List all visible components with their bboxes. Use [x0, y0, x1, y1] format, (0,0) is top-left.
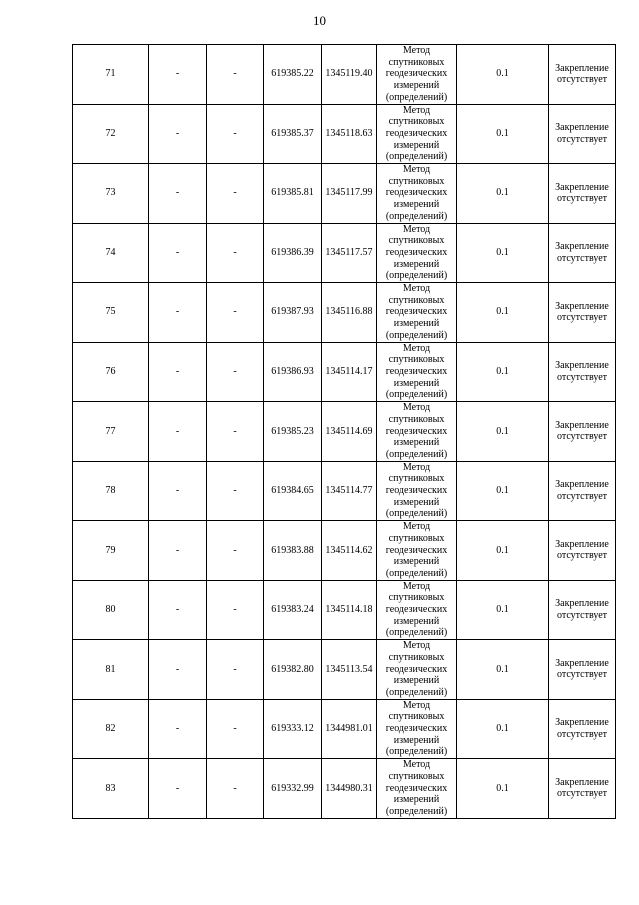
point-number-cell: 77	[73, 402, 149, 462]
method-line: спутниковых	[388, 592, 445, 604]
y-coordinate-cell: 1345113.54	[322, 640, 377, 700]
page-number: 10	[313, 13, 326, 28]
point-number-cell: 80	[73, 580, 149, 640]
method-line: геодезических	[385, 187, 448, 199]
method-line: спутниковых	[388, 473, 445, 485]
y-coordinate-cell: 1344980.31	[322, 759, 377, 819]
method-line: Метод	[402, 402, 431, 414]
method-line: спутниковых	[388, 56, 445, 68]
method-line: измерений	[393, 437, 440, 449]
accuracy-cell: 0.1	[457, 164, 549, 224]
column-2-cell: -	[149, 699, 207, 759]
method-line: Метод	[402, 283, 431, 295]
column-3-cell: -	[207, 640, 264, 700]
fixation-line: отсутствует	[556, 371, 608, 383]
point-number-cell: 81	[73, 640, 149, 700]
method-line: Метод	[402, 104, 431, 116]
accuracy-cell: 0.1	[457, 342, 549, 402]
point-number-cell: 79	[73, 521, 149, 581]
column-3-cell: -	[207, 521, 264, 581]
method-line: спутниковых	[388, 175, 445, 187]
y-coordinate-cell: 1345118.63	[322, 104, 377, 164]
method-line: (определений)	[385, 329, 448, 341]
fixation-line: отсутствует	[556, 133, 608, 145]
method-line: измерений	[393, 139, 440, 151]
column-3-cell: -	[207, 283, 264, 343]
method-line: (определений)	[385, 627, 448, 639]
method-line: спутниковых	[388, 235, 445, 247]
table-row	[73, 640, 616, 700]
fixation-line: Закрепление	[555, 360, 609, 372]
method-cell	[377, 759, 457, 819]
method-line: измерений	[393, 80, 440, 92]
accuracy-cell: 0.1	[457, 580, 549, 640]
method-cell	[377, 640, 457, 700]
table-row	[73, 104, 616, 164]
method-line: спутниковых	[388, 532, 445, 544]
method-line: (определений)	[385, 746, 448, 758]
column-3-cell: -	[207, 580, 264, 640]
column-2-cell: -	[149, 45, 207, 105]
method-line: измерений	[393, 496, 440, 508]
fixation-line: отсутствует	[556, 490, 608, 502]
method-line: (определений)	[385, 270, 448, 282]
method-line: геодезических	[385, 68, 448, 80]
method-cell	[377, 580, 457, 640]
table-row	[73, 461, 616, 521]
fixation-line: Закрепление	[555, 717, 609, 729]
method-line: (определений)	[385, 151, 448, 163]
table-row	[73, 699, 616, 759]
x-coordinate-cell: 619385.37	[264, 104, 322, 164]
fixation-line: Закрепление	[555, 122, 609, 134]
fixation-cell	[549, 699, 616, 759]
accuracy-cell: 0.1	[457, 640, 549, 700]
fixation-line: отсутствует	[556, 193, 608, 205]
point-number-cell: 78	[73, 461, 149, 521]
method-line: (определений)	[385, 91, 448, 103]
column-3-cell: -	[207, 461, 264, 521]
fixation-cell	[549, 580, 616, 640]
fixation-line: Закрепление	[555, 598, 609, 610]
table-row	[73, 283, 616, 343]
point-number-cell: 82	[73, 699, 149, 759]
method-line: геодезических	[385, 604, 448, 616]
column-3-cell: -	[207, 104, 264, 164]
x-coordinate-cell: 619333.12	[264, 699, 322, 759]
method-line: измерений	[393, 675, 440, 687]
method-line: измерений	[393, 556, 440, 568]
accuracy-cell: 0.1	[457, 104, 549, 164]
method-line: спутниковых	[388, 651, 445, 663]
point-number-cell: 72	[73, 104, 149, 164]
fixation-cell	[549, 283, 616, 343]
fixation-line: Закрепление	[555, 479, 609, 491]
method-cell	[377, 104, 457, 164]
fixation-line: отсутствует	[556, 728, 608, 740]
point-number-cell: 73	[73, 164, 149, 224]
fixation-line: Закрепление	[555, 776, 609, 788]
method-line: геодезических	[385, 485, 448, 497]
method-line: Метод	[402, 521, 431, 533]
method-line: измерений	[393, 377, 440, 389]
column-3-cell: -	[207, 223, 264, 283]
method-line: спутниковых	[388, 711, 445, 723]
fixation-line: отсутствует	[556, 609, 608, 621]
table-row	[73, 164, 616, 224]
fixation-cell	[549, 223, 616, 283]
method-line: геодезических	[385, 425, 448, 437]
x-coordinate-cell: 619383.24	[264, 580, 322, 640]
column-3-cell: -	[207, 164, 264, 224]
column-3-cell: -	[207, 759, 264, 819]
accuracy-cell: 0.1	[457, 283, 549, 343]
column-2-cell: -	[149, 223, 207, 283]
x-coordinate-cell: 619385.22	[264, 45, 322, 105]
fixation-line: отсутствует	[556, 669, 608, 681]
method-line: геодезических	[385, 544, 448, 556]
column-2-cell: -	[149, 164, 207, 224]
fixation-cell	[549, 402, 616, 462]
column-2-cell: -	[149, 521, 207, 581]
method-line: Метод	[402, 164, 431, 176]
x-coordinate-cell: 619386.39	[264, 223, 322, 283]
fixation-cell	[549, 164, 616, 224]
fixation-cell	[549, 45, 616, 105]
table-row	[73, 402, 616, 462]
method-line: (определений)	[385, 806, 448, 817]
y-coordinate-cell: 1345114.62	[322, 521, 377, 581]
fixation-line: Закрепление	[555, 241, 609, 253]
y-coordinate-cell: 1345117.57	[322, 223, 377, 283]
table-row	[73, 45, 616, 105]
method-line: Метод	[402, 342, 431, 354]
method-line: Метод	[402, 699, 431, 711]
method-cell	[377, 223, 457, 283]
fixation-line: отсутствует	[556, 431, 608, 443]
fixation-line: отсутствует	[556, 74, 608, 86]
method-line: спутниковых	[388, 116, 445, 128]
fixation-line: отсутствует	[556, 252, 608, 264]
table-row	[73, 580, 616, 640]
column-2-cell: -	[149, 342, 207, 402]
x-coordinate-cell: 619385.81	[264, 164, 322, 224]
method-line: Метод	[402, 759, 431, 771]
accuracy-cell: 0.1	[457, 45, 549, 105]
y-coordinate-cell: 1345116.88	[322, 283, 377, 343]
table-row	[73, 342, 616, 402]
fixation-line: Закрепление	[555, 538, 609, 550]
table-row	[73, 759, 616, 819]
column-2-cell: -	[149, 580, 207, 640]
method-line: Метод	[402, 461, 431, 473]
fixation-line: Закрепление	[555, 181, 609, 193]
method-cell	[377, 283, 457, 343]
y-coordinate-cell: 1345114.17	[322, 342, 377, 402]
accuracy-cell: 0.1	[457, 521, 549, 581]
method-line: Метод	[402, 580, 431, 592]
accuracy-cell: 0.1	[457, 223, 549, 283]
fixation-line: Закрепление	[555, 657, 609, 669]
accuracy-cell: 0.1	[457, 402, 549, 462]
fixation-line: отсутствует	[556, 788, 608, 800]
method-line: Метод	[402, 640, 431, 652]
method-line: (определений)	[385, 567, 448, 579]
method-line: геодезических	[385, 246, 448, 258]
method-cell	[377, 699, 457, 759]
method-cell	[377, 164, 457, 224]
x-coordinate-cell: 619332.99	[264, 759, 322, 819]
column-2-cell: -	[149, 640, 207, 700]
point-number-cell: 74	[73, 223, 149, 283]
method-line: Метод	[402, 45, 431, 56]
method-line: измерений	[393, 615, 440, 627]
method-line: геодезических	[385, 663, 448, 675]
method-line: (определений)	[385, 210, 448, 222]
method-line: геодезических	[385, 782, 448, 794]
table-body	[73, 45, 616, 819]
x-coordinate-cell: 619384.65	[264, 461, 322, 521]
method-line: спутниковых	[388, 770, 445, 782]
y-coordinate-cell: 1345117.99	[322, 164, 377, 224]
fixation-line: отсутствует	[556, 312, 608, 324]
method-line: измерений	[393, 199, 440, 211]
y-coordinate-cell: 1344981.01	[322, 699, 377, 759]
method-line: (определений)	[385, 389, 448, 401]
fixation-line: Закрепление	[555, 62, 609, 74]
method-line: спутниковых	[388, 354, 445, 366]
x-coordinate-cell: 619385.23	[264, 402, 322, 462]
fixation-cell	[549, 342, 616, 402]
coordinates-table	[72, 44, 616, 819]
fixation-line: Закрепление	[555, 419, 609, 431]
table-row	[73, 223, 616, 283]
method-line: Метод	[402, 223, 431, 235]
column-2-cell: -	[149, 283, 207, 343]
method-line: измерений	[393, 734, 440, 746]
y-coordinate-cell: 1345114.77	[322, 461, 377, 521]
method-line: измерений	[393, 794, 440, 806]
y-coordinate-cell: 1345114.18	[322, 580, 377, 640]
column-3-cell: -	[207, 45, 264, 105]
y-coordinate-cell: 1345114.69	[322, 402, 377, 462]
method-line: геодезических	[385, 127, 448, 139]
method-line: (определений)	[385, 686, 448, 698]
method-line: (определений)	[385, 448, 448, 460]
x-coordinate-cell: 619383.88	[264, 521, 322, 581]
x-coordinate-cell: 619387.93	[264, 283, 322, 343]
method-cell	[377, 342, 457, 402]
column-2-cell: -	[149, 461, 207, 521]
column-3-cell: -	[207, 402, 264, 462]
column-2-cell: -	[149, 759, 207, 819]
method-line: (определений)	[385, 508, 448, 520]
fixation-cell	[549, 521, 616, 581]
method-cell	[377, 461, 457, 521]
point-number-cell: 75	[73, 283, 149, 343]
method-cell	[377, 521, 457, 581]
point-number-cell: 83	[73, 759, 149, 819]
column-2-cell: -	[149, 104, 207, 164]
method-line: геодезических	[385, 723, 448, 735]
accuracy-cell: 0.1	[457, 461, 549, 521]
method-line: спутниковых	[388, 294, 445, 306]
point-number-cell: 71	[73, 45, 149, 105]
method-line: спутниковых	[388, 413, 445, 425]
method-cell	[377, 45, 457, 105]
method-line: геодезических	[385, 365, 448, 377]
column-3-cell: -	[207, 699, 264, 759]
method-line: измерений	[393, 258, 440, 270]
point-number-cell: 76	[73, 342, 149, 402]
accuracy-cell: 0.1	[457, 759, 549, 819]
fixation-cell	[549, 640, 616, 700]
method-line: геодезических	[385, 306, 448, 318]
y-coordinate-cell: 1345119.40	[322, 45, 377, 105]
fixation-cell	[549, 104, 616, 164]
fixation-cell	[549, 461, 616, 521]
x-coordinate-cell: 619386.93	[264, 342, 322, 402]
fixation-line: Закрепление	[555, 300, 609, 312]
column-3-cell: -	[207, 342, 264, 402]
accuracy-cell: 0.1	[457, 699, 549, 759]
fixation-line: отсутствует	[556, 550, 608, 562]
column-2-cell: -	[149, 402, 207, 462]
fixation-cell	[549, 759, 616, 819]
x-coordinate-cell: 619382.80	[264, 640, 322, 700]
method-line: измерений	[393, 318, 440, 330]
method-cell	[377, 402, 457, 462]
table-row	[73, 521, 616, 581]
